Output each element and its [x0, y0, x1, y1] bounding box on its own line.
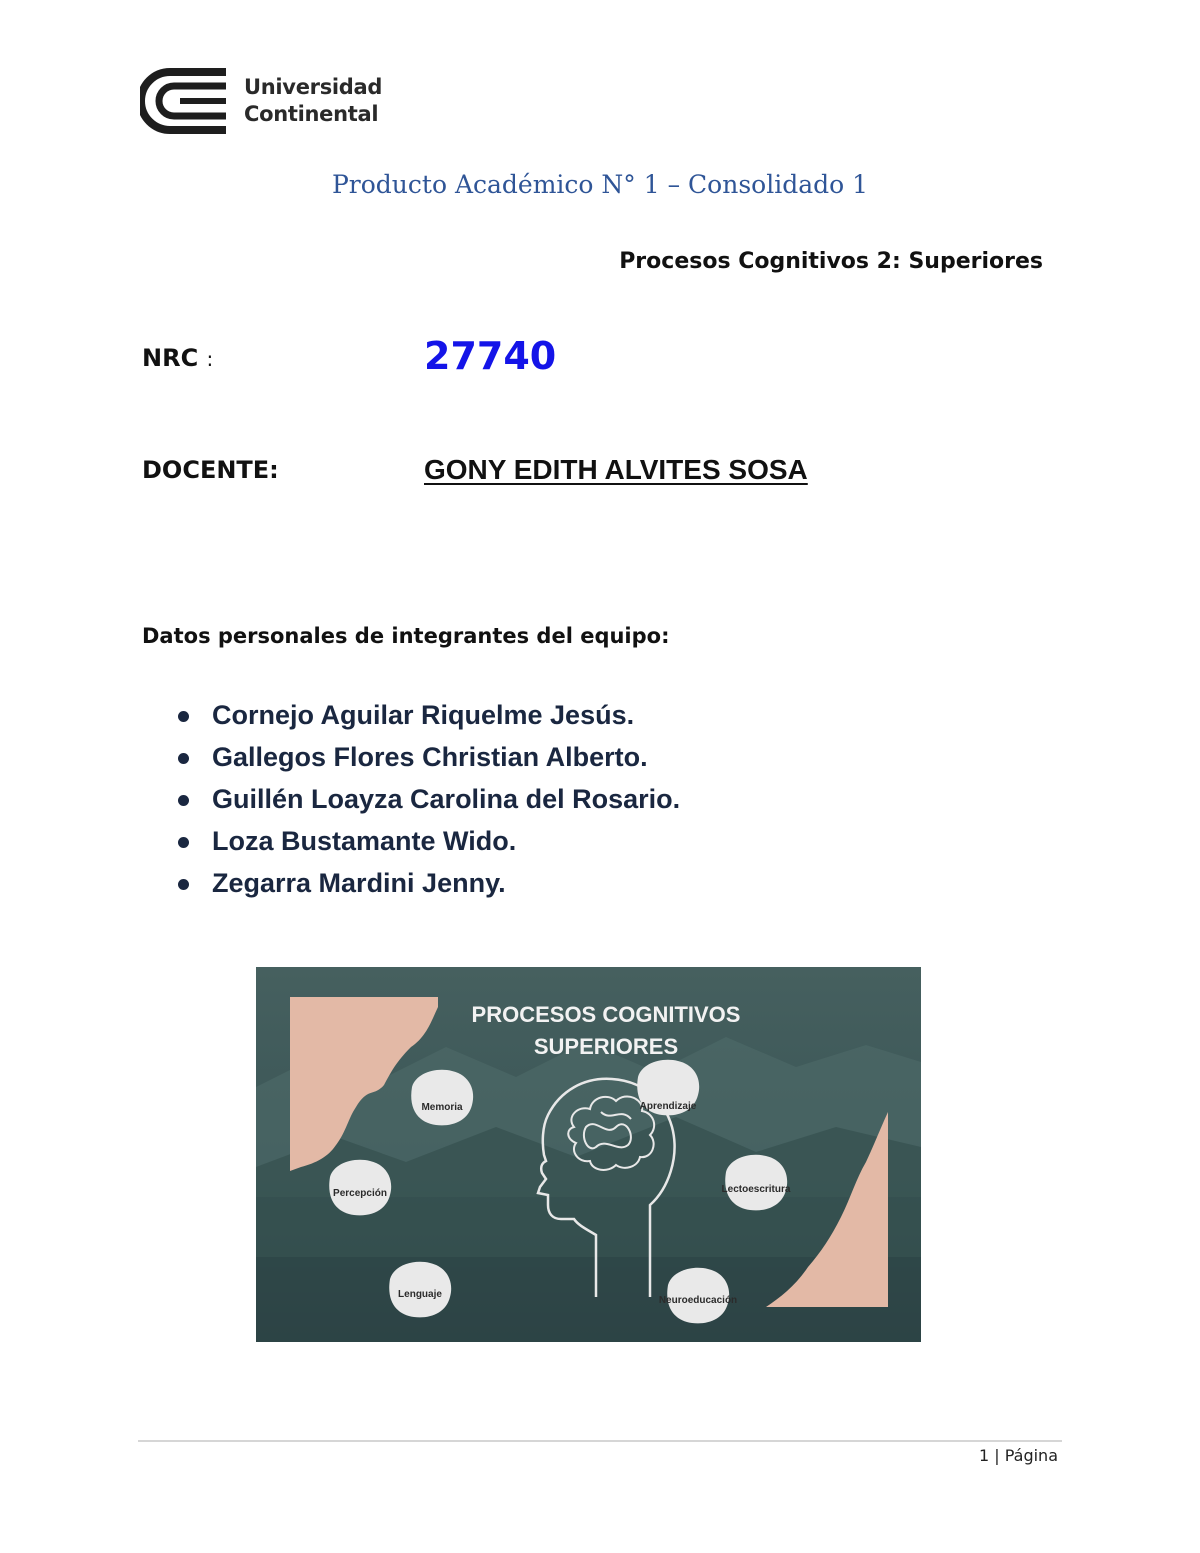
team-member-name: Loza Bustamante Wido.: [212, 826, 517, 856]
document-title: Producto Académico N° 1 – Consolidado 1: [331, 170, 869, 199]
bullet-icon: [178, 711, 189, 722]
bullet-icon: [178, 795, 189, 806]
bubble-label-aprendizaje: Aprendizaje: [639, 1101, 697, 1112]
docente-label: DOCENTE:: [142, 456, 279, 484]
bubble-label-percepcion: Percepción: [333, 1188, 387, 1199]
team-member: [176, 779, 680, 821]
bubble-label-lectoescritura: Lectoescritura: [721, 1184, 791, 1195]
bullet-icon: [178, 879, 189, 890]
team-member-name: Gallegos Flores Christian Alberto.: [212, 742, 648, 772]
team-member: [176, 737, 680, 779]
cognitive-processes-poster: [256, 967, 921, 1342]
bubble-label-lenguaje: Lenguaje: [398, 1289, 442, 1300]
footer-divider: [138, 1440, 1062, 1442]
page-number: 1 | Página: [978, 1446, 1058, 1465]
poster-title-line-2: SUPERIORES: [533, 1034, 679, 1059]
nrc-label-colon: :: [206, 347, 214, 371]
bubble-lectoescritura: [725, 1155, 787, 1211]
bullet-icon: [178, 837, 189, 848]
team-member: [176, 695, 680, 737]
bubble-label-memoria: Memoria: [421, 1102, 463, 1113]
team-member: [176, 821, 680, 863]
course-name: Procesos Cognitivos 2: Superiores: [619, 249, 1043, 274]
university-logo-mark: [140, 68, 240, 134]
team-member-name: Cornejo Aguilar Riquelme Jesús.: [212, 700, 635, 730]
bubble-label-neuroeducacion: Neuroeducación: [658, 1295, 738, 1306]
logo-line-2: Continental: [244, 102, 379, 126]
docente-value: GONY EDITH ALVITES SOSA: [424, 454, 808, 485]
university-logo: [140, 68, 400, 138]
team-member-name: Guillén Loayza Carolina del Rosario.: [212, 784, 681, 814]
nrc-label-text: NRC: [142, 344, 199, 372]
team-member-name: Zegarra Mardini Jenny.: [212, 868, 506, 898]
team-heading: Datos personales de integrantes del equipo:: [142, 624, 670, 648]
nrc-value: 27740: [424, 334, 557, 378]
bullet-icon: [178, 753, 189, 764]
logo-line-1: Universidad: [244, 75, 383, 99]
poster-title-line-1: PROCESOS COGNITIVOS: [471, 1002, 741, 1027]
university-name: [244, 74, 382, 128]
team-member-list: [176, 695, 680, 905]
team-member: [176, 863, 680, 905]
nrc-label: [142, 344, 213, 372]
bubble-memoria: [411, 1070, 473, 1126]
